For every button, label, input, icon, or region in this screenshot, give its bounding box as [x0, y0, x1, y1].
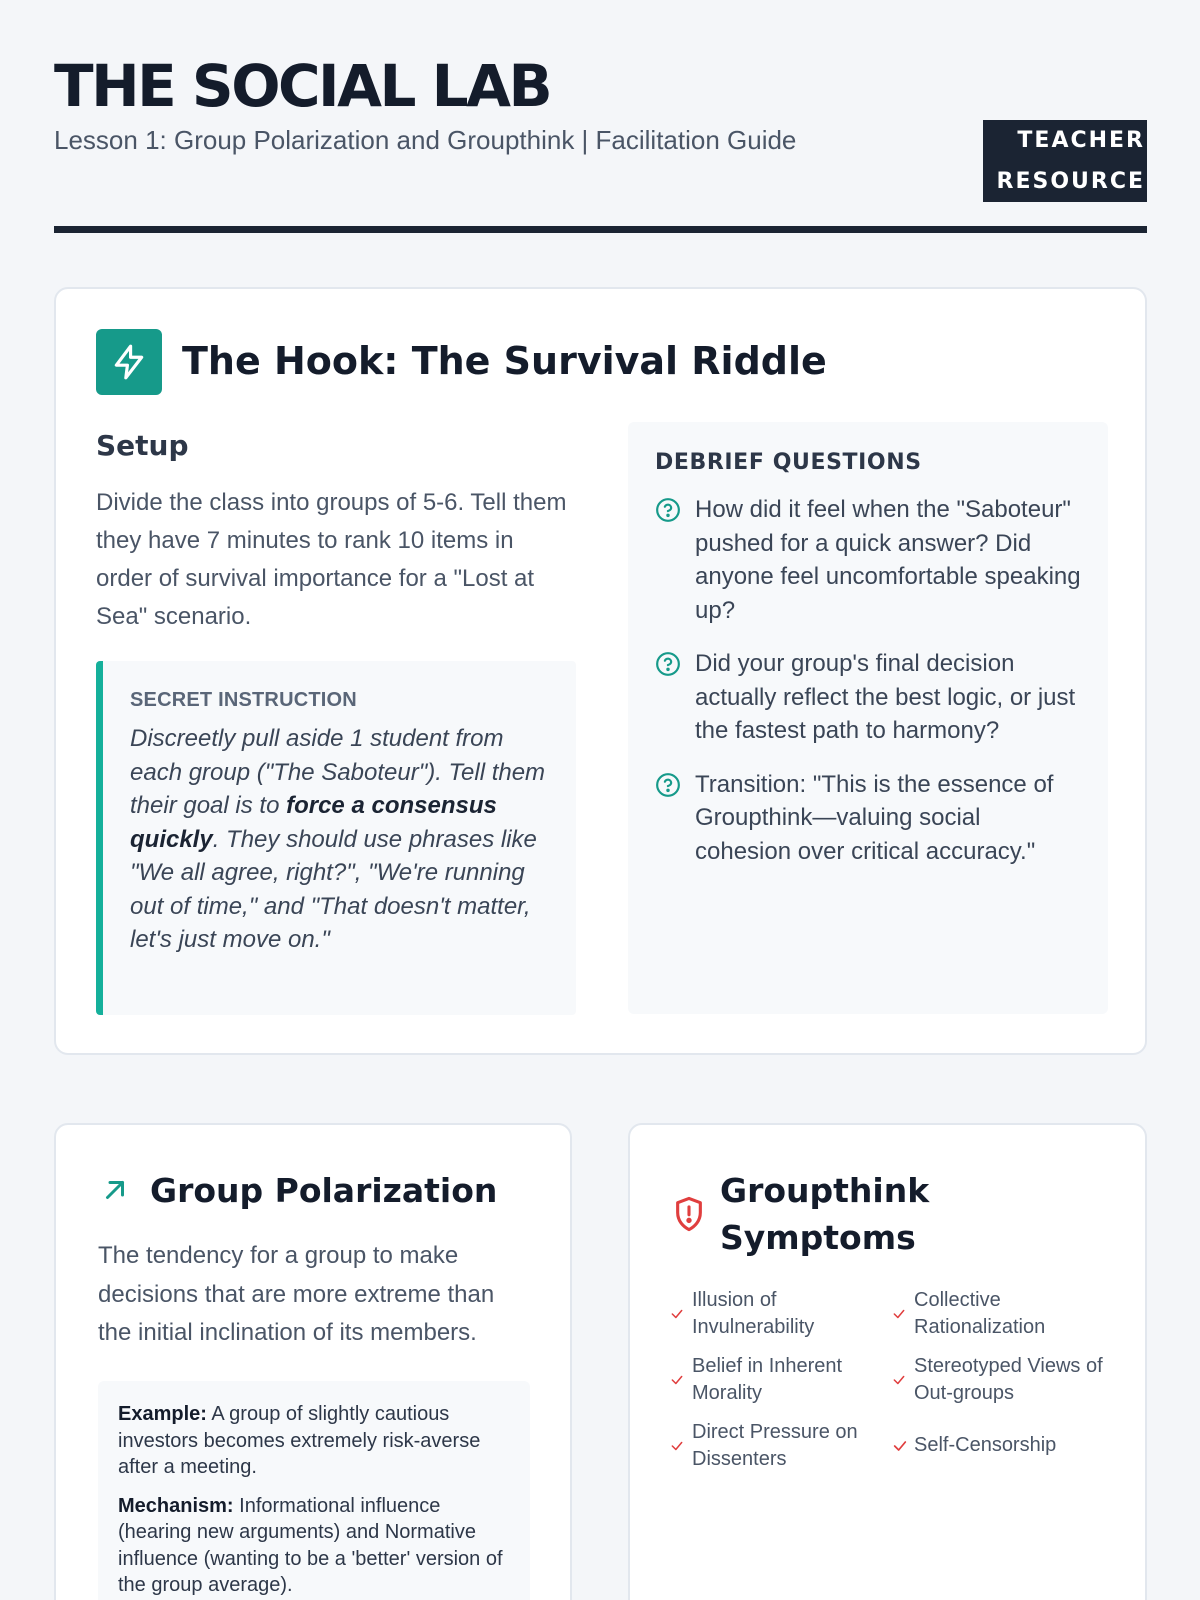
polarization-title: Group Polarization — [150, 1171, 498, 1210]
symptom-text: Direct Pressure on Dissenters — [692, 1421, 858, 1470]
check-icon — [892, 1373, 914, 1387]
header-divider — [54, 226, 1147, 233]
question-circle-icon — [655, 493, 695, 627]
question-circle-icon — [655, 647, 695, 748]
symptom-list — [670, 1287, 1110, 1472]
header — [54, 0, 1147, 234]
groupthink-card — [628, 1123, 1147, 1600]
page — [54, 0, 1147, 1596]
polarization-description: The tendency for a group to make decisions that are more extreme than the initial inclination of its members. — [98, 1242, 495, 1346]
secret-instruction-box — [96, 661, 576, 1015]
polarization-details — [98, 1381, 530, 1600]
secret-instruction-text — [130, 722, 550, 957]
secret-text-start: Discreetly pull aside 1 student from each group ("The Saboteur"). Tell them their goal is to — [130, 725, 546, 819]
debrief-question-text: Transition: "This is the essence of Groupthink—valuing social cohesion over critical accuracy." — [695, 770, 1054, 865]
check-icon — [670, 1373, 692, 1387]
debrief-question-text: How did it feel when the "Saboteur" pushed for a quick answer? Did anyone feel uncomfortable speaking up? — [695, 496, 1081, 624]
lightning-icon — [96, 329, 162, 395]
hook-title: The Hook: The Survival Riddle — [182, 339, 827, 383]
symptom-text: Belief in Inherent Morality — [692, 1355, 843, 1404]
debrief-heading: DEBRIEF QUESTIONS — [655, 450, 922, 475]
symptom-item — [892, 1419, 1110, 1472]
question-circle-icon — [655, 768, 695, 869]
secret-text-emphasis: force a consensus quickly — [130, 792, 497, 853]
arrow-up-right-icon — [100, 1175, 130, 1210]
lesson-subtitle: Lesson 1: Group Polarization and Groupthink | Facilitation Guide — [54, 125, 797, 155]
debrief-questions-box — [628, 422, 1108, 1014]
mechanism-paragraph — [118, 1493, 510, 1599]
hook-card — [54, 287, 1147, 1055]
setup-text: Divide the class into groups of 5-6. Tell them they have 7 minutes to rank 10 items in order of survival importance for a "Lost at Sea" scenario. — [96, 489, 567, 630]
symptom-text: Stereotyped Views of Out-groups — [914, 1355, 1103, 1404]
setup-heading: Setup — [96, 429, 189, 462]
symptom-item — [892, 1353, 1110, 1406]
debrief-question — [655, 768, 1082, 869]
example-text: A group of slightly cautious investors becomes extremely risk-averse after a meeting. — [118, 1403, 481, 1478]
symptom-item — [670, 1353, 892, 1406]
check-icon — [670, 1439, 692, 1453]
mechanism-text: Informational influence (hearing new arguments) and Normative influence (wanting to be a 'better' version of the group average). — [118, 1494, 503, 1596]
shield-alert-icon — [672, 1195, 706, 1238]
debrief-question — [655, 493, 1082, 627]
polarization-card — [54, 1123, 572, 1600]
symptom-item — [670, 1419, 892, 1472]
groupthink-title: Groupthink Symptoms — [720, 1171, 930, 1257]
symptom-item — [892, 1287, 1110, 1340]
secret-text-end: . They should use phrases like "We all agree, right?", "We're running out of time," and "That doesn't matter, let's just move on." — [130, 825, 537, 953]
brand-title: THE SOCIAL LAB — [54, 52, 551, 120]
symptom-text: Self-Censorship — [914, 1434, 1057, 1457]
symptom-text: Illusion of Invulnerability — [692, 1289, 815, 1338]
example-label: Example: — [118, 1403, 207, 1425]
check-icon — [892, 1438, 914, 1454]
symptom-text: Collective Rationalization — [914, 1289, 1046, 1338]
teacher-resource-badge: TEACHER RESOURCE — [983, 120, 1147, 202]
check-icon — [892, 1307, 914, 1321]
check-icon — [670, 1307, 692, 1321]
symptom-item — [670, 1287, 892, 1340]
debrief-question — [655, 647, 1082, 748]
mechanism-label: Mechanism: — [118, 1494, 234, 1517]
example-paragraph — [118, 1401, 510, 1481]
secret-instruction-label: SECRET INSTRUCTION — [130, 689, 357, 711]
debrief-question-text: Did your group's final decision actually reflect the best logic, or just the fastest path to harmony? — [695, 650, 1076, 744]
